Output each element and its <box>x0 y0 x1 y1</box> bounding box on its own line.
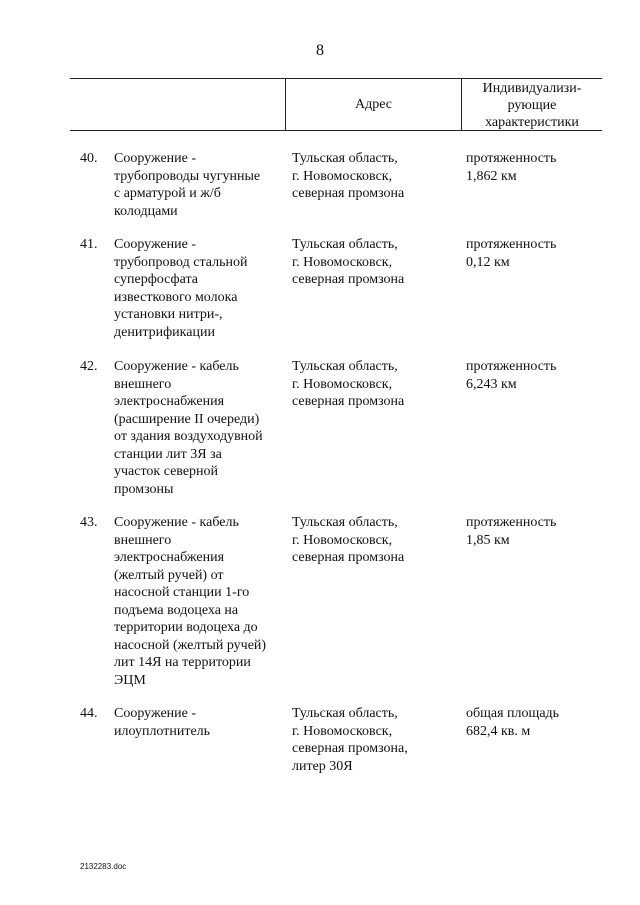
characteristics-cell <box>466 150 606 185</box>
address-cell <box>292 358 452 411</box>
column-header-address: Адрес <box>354 97 392 112</box>
cell-line: трубопровод стальной <box>114 254 248 270</box>
cell-line: г. Новомосковск, <box>292 168 393 184</box>
cell-line: илоуплотнитель <box>114 723 211 739</box>
cell-line: с арматурой и ж/б <box>114 186 221 201</box>
cell-line: станции лит 3Я за <box>114 446 222 462</box>
cell-line: Сооружение - кабель <box>114 359 239 374</box>
cell-line: от здания воздуходувной <box>114 429 263 444</box>
cell-line: промзоны <box>114 481 174 497</box>
cell-line: протяженность <box>466 515 557 530</box>
address-cell <box>292 236 452 289</box>
address-cell <box>292 150 452 203</box>
cell-line: 1,862 км <box>466 168 517 184</box>
table-top-border <box>70 78 602 79</box>
cell-line: трубопроводы чугунные <box>114 168 261 184</box>
cell-line: северная промзона, <box>292 741 408 756</box>
object-name-cell <box>114 705 284 740</box>
address-cell <box>292 514 452 567</box>
cell-line: лит 14Я на территории <box>114 655 251 670</box>
cell-line: г. Новомосковск, <box>292 376 393 392</box>
row-number: 40. <box>80 151 98 166</box>
cell-line: территории водоцеха до <box>114 620 258 635</box>
cell-line: г. Новомосковск, <box>292 723 393 739</box>
object-name-cell <box>114 514 284 689</box>
cell-line: электроснабжения <box>114 394 225 409</box>
cell-line: внешнего <box>114 532 172 548</box>
cell-line: 1,85 км <box>466 532 510 548</box>
cell-line: Тульская область, <box>292 515 398 530</box>
row-number: 44. <box>80 706 98 721</box>
cell-line: внешнего <box>114 376 172 392</box>
cell-line: суперфосфата <box>114 272 198 287</box>
cell-line: Сооружение - <box>114 237 197 252</box>
cell-line: протяженность <box>466 359 557 374</box>
cell-line: 0,12 км <box>466 254 510 270</box>
row-number: 42. <box>80 359 98 374</box>
cell-line: протяженность <box>466 151 557 166</box>
cell-line: 6,243 км <box>466 376 517 392</box>
cell-line: (расширение II очереди) <box>114 411 260 427</box>
cell-line: протяженность <box>466 237 557 252</box>
cell-line: Сооружение - <box>114 706 197 721</box>
cell-line: насосной (желтый ручей) <box>114 637 267 653</box>
address-cell <box>292 705 452 775</box>
cell-line: литер 30Я <box>292 758 353 774</box>
object-name-cell <box>114 358 284 498</box>
cell-line: насосной станции 1-го <box>114 585 250 600</box>
cell-line: общая площадь <box>466 706 560 721</box>
cell-line: г. Новомосковск, <box>292 254 393 270</box>
cell-line: Тульская область, <box>292 706 398 721</box>
header-line: рующие <box>507 98 557 113</box>
characteristics-cell <box>466 514 606 549</box>
characteristics-cell <box>466 236 606 271</box>
cell-line: известкового молока <box>114 289 238 305</box>
cell-line: Тульская область, <box>292 359 398 374</box>
cell-line: 682,4 кв. м <box>466 723 531 739</box>
cell-line: подъема водоцеха на <box>114 602 239 618</box>
cell-line: электроснабжения <box>114 550 225 565</box>
cell-line: северная промзона <box>292 394 405 409</box>
cell-line: Сооружение - кабель <box>114 515 239 530</box>
cell-line: (желтый ручей) от <box>114 567 224 583</box>
header-line: характеристики <box>485 115 579 130</box>
cell-line: северная промзона <box>292 550 405 565</box>
row-number: 43. <box>80 515 98 530</box>
cell-line: колодцами <box>114 203 178 219</box>
cell-line: установки нитри-, <box>114 307 223 322</box>
object-name-cell <box>114 236 284 341</box>
cell-line: Тульская область, <box>292 151 398 166</box>
characteristics-cell <box>466 705 606 740</box>
cell-line: ЭЦМ <box>114 672 146 688</box>
cell-line: денитрификации <box>114 324 215 340</box>
cell-line: северная промзона <box>292 272 405 287</box>
cell-line: северная промзона <box>292 186 405 201</box>
file-name-footer: 2132283.doc <box>80 862 127 871</box>
object-name-cell <box>114 150 284 220</box>
page-number: 8 <box>316 42 324 59</box>
row-number: 41. <box>80 237 98 252</box>
cell-line: Тульская область, <box>292 237 398 252</box>
cell-line: г. Новомосковск, <box>292 532 393 548</box>
column-header-characteristics <box>462 80 602 131</box>
header-line: Индивидуализи- <box>482 81 582 96</box>
cell-line: Сооружение - <box>114 151 197 166</box>
cell-line: участок северной <box>114 464 219 479</box>
characteristics-cell <box>466 358 606 393</box>
